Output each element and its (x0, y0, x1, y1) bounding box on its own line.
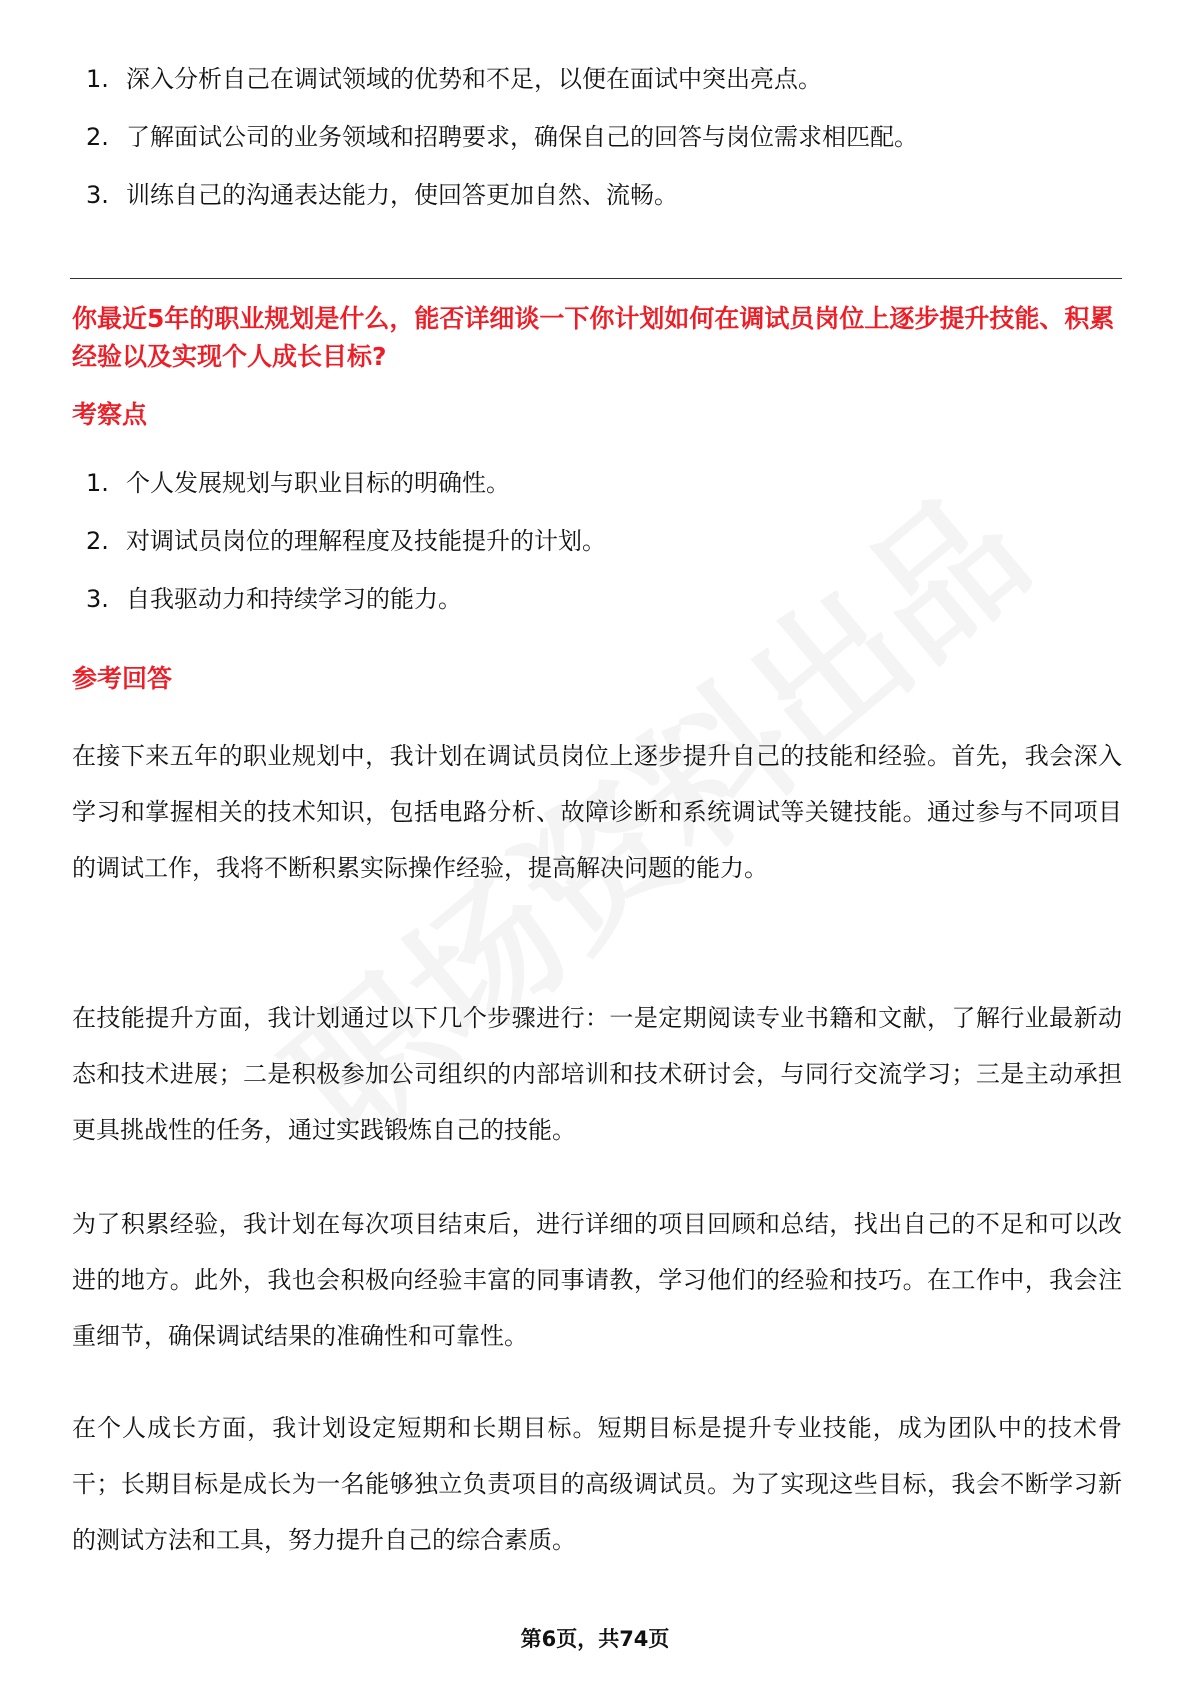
list-item (86, 582, 606, 640)
list-item-text: 深入分析自己在调试领域的优势和不足，以便在面试中突出亮点。 (126, 65, 822, 93)
list-item-number: 2. (86, 123, 109, 151)
list-item-text: 了解面试公司的业务领域和招聘要求，确保自己的回答与岗位需求相匹配。 (126, 123, 918, 151)
list-item-number: 3. (86, 585, 109, 613)
list-item-text: 对调试员岗位的理解程度及技能提升的计划。 (126, 527, 606, 555)
answer-paragraph: 在个人成长方面，我计划设定短期和长期目标。短期目标是提升专业技能，成为团队中的技术骨干；长期目标是成长为一名能够独立负责项目的高级调试员。为了实现这些目标，我会不断学习新的测试方法和工具，努力提升自己的综合素质。 (72, 1414, 1122, 1554)
list-item (86, 120, 918, 178)
section-divider (70, 278, 1122, 279)
list-item (86, 524, 606, 582)
assessment-points-title: 考察点 (72, 400, 148, 429)
list-item (86, 62, 918, 120)
previous-answer-tips-list (86, 62, 918, 236)
list-item-text: 个人发展规划与职业目标的明确性。 (126, 469, 510, 497)
list-item-number: 2. (86, 527, 109, 555)
answer-paragraph: 为了积累经验，我计划在每次项目结束后，进行详细的项目回顾和总结，找出自己的不足和可以改进的地方。此外，我也会积极向经验丰富的同事请教，学习他们的经验和技巧。在工作中，我会注重细节，确保调试结果的准确性和可靠性。 (72, 1210, 1122, 1350)
answer-paragraph: 在接下来五年的职业规划中，我计划在调试员岗位上逐步提升自己的技能和经验。首先，我会深入学习和掌握相关的技术知识，包括电路分析、故障诊断和系统调试等关键技能。通过参与不同项目的调试工作，我将不断积累实际操作经验，提高解决问题的能力。 (72, 742, 1122, 882)
list-item-number: 3. (86, 181, 109, 209)
answer-paragraph: 在技能提升方面，我计划通过以下几个步骤进行：一是定期阅读专业书籍和文献，了解行业最新动态和技术进展；二是积极参加公司组织的内部培训和技术研讨会，与同行交流学习；三是主动承担更具挑战性的任务，通过实践锻炼自己的技能。 (72, 1004, 1122, 1144)
assessment-points-list (86, 466, 606, 640)
interview-question-heading: 你最近5年的职业规划是什么，能否详细谈一下你计划如何在调试员岗位上逐步提升技能、积累经验以及实现个人成长目标? (72, 304, 1115, 371)
reference-answer-title: 参考回答 (72, 664, 173, 693)
list-item-text: 自我驱动力和持续学习的能力。 (126, 585, 462, 613)
list-item-number: 1. (86, 469, 109, 497)
list-item (86, 178, 918, 236)
list-item-text: 训练自己的沟通表达能力，使回答更加自然、流畅。 (126, 181, 678, 209)
list-item-number: 1. (86, 65, 109, 93)
list-item (86, 466, 606, 524)
page-number-footer: 第6页，共74页 (520, 1627, 670, 1651)
